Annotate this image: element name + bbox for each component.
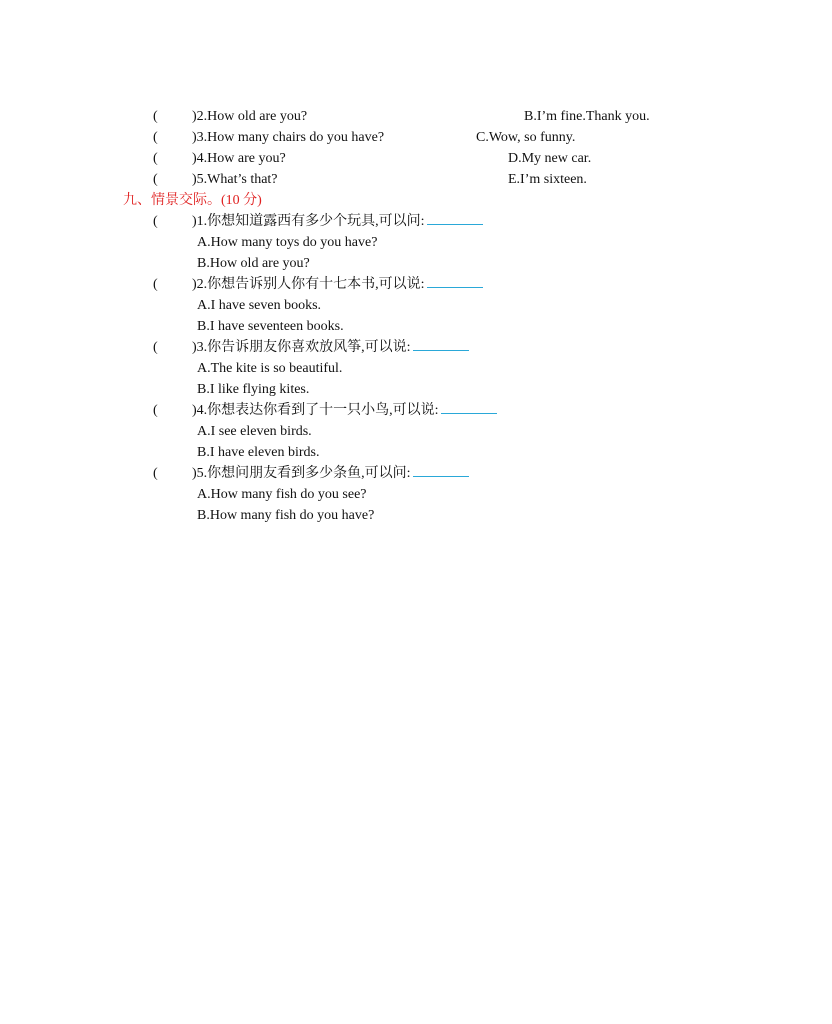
answer-blank[interactable] [427, 287, 483, 288]
question-prompt [192, 213, 483, 231]
option-a: A.The kite is so beautiful. [197, 361, 343, 376]
option-b: B.I have seventeen books. [197, 319, 344, 334]
matching-answer: D.My new car. [508, 151, 592, 166]
question-prompt [192, 465, 469, 483]
answer-paren: ( [153, 403, 158, 418]
answer-blank[interactable] [413, 350, 469, 351]
answer-paren: ( [153, 277, 158, 292]
option-b: B.I have eleven birds. [197, 445, 320, 460]
option-a: A.I have seven books. [197, 298, 322, 313]
question-prompt [192, 276, 483, 294]
option-a: A.How many fish do you see? [197, 487, 367, 502]
matching-answer: B.I’m fine.Thank you. [524, 109, 650, 124]
option-b: B.How old are you? [197, 256, 310, 271]
answer-paren: ( [153, 214, 158, 229]
answer-paren: ( [153, 172, 158, 187]
question-prompt [192, 339, 469, 357]
answer-blank[interactable] [413, 476, 469, 477]
matching-question: )5.What’s that? [192, 172, 278, 187]
answer-paren: ( [153, 109, 158, 124]
matching-question: )3.How many chairs do you have? [192, 130, 385, 145]
answer-paren: ( [153, 151, 158, 166]
matching-answer: C.Wow, so funny. [476, 130, 576, 145]
question-text: )5.你想问朋友看到多少条鱼,可以问: [192, 466, 411, 481]
answer-paren: ( [153, 130, 158, 145]
option-b: B.I like flying kites. [197, 382, 310, 397]
section-title: 九、情景交际。(10 分) [123, 193, 262, 208]
question-text: )4.你想表达你看到了十一只小鸟,可以说: [192, 403, 439, 418]
answer-paren: ( [153, 340, 158, 355]
question-text: )1.你想知道露西有多少个玩具,可以问: [192, 214, 425, 229]
matching-question: )4.How are you? [192, 151, 286, 166]
matching-answer: E.I’m sixteen. [508, 172, 587, 187]
option-a: A.I see eleven birds. [197, 424, 312, 439]
option-b: B.How many fish do you have? [197, 508, 375, 523]
matching-question: )2.How old are you? [192, 109, 308, 124]
question-prompt [192, 402, 497, 420]
question-text: )2.你想告诉别人你有十七本书,可以说: [192, 277, 425, 292]
answer-blank[interactable] [441, 413, 497, 414]
option-a: A.How many toys do you have? [197, 235, 378, 250]
question-text: )3.你告诉朋友你喜欢放风筝,可以说: [192, 340, 411, 355]
answer-blank[interactable] [427, 224, 483, 225]
answer-paren: ( [153, 466, 158, 481]
